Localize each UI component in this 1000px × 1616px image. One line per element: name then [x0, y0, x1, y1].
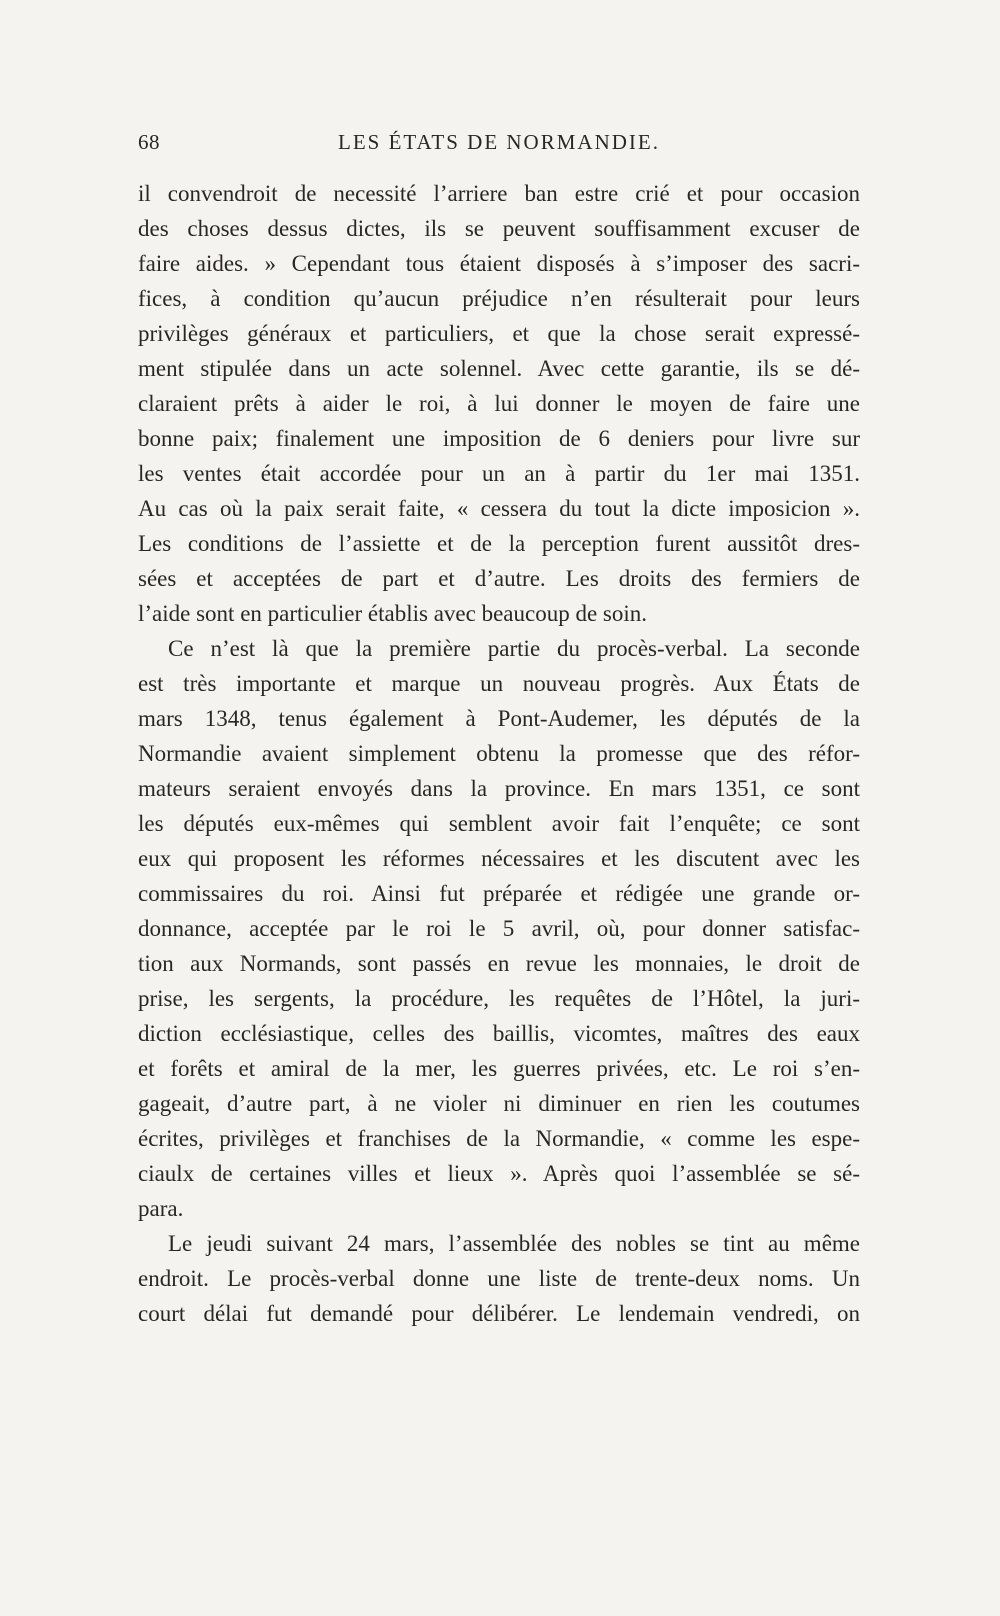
- text-line: Normandie avaient simplement obtenu la promesse que des réfor-: [138, 741, 860, 766]
- text-line: Les conditions de l’assiette et de la perception furent aussitôt dres-: [138, 531, 860, 556]
- text-line: privilèges généraux et particuliers, et que la chose serait expressé-: [138, 321, 860, 346]
- text-line: eux qui proposent les réformes nécessaires et les discutent avec les: [138, 846, 860, 871]
- text-line: des choses dessus dictes, ils se peuvent souffisamment excuser de: [138, 216, 860, 241]
- text-line: commissaires du roi. Ainsi fut préparée et rédigée une grande or-: [138, 881, 860, 906]
- text-line: ment stipulée dans un acte solennel. Avec cette garantie, ils se dé-: [138, 356, 860, 381]
- text-line: tion aux Normands, sont passés en revue les monnaies, le droit de: [138, 951, 860, 976]
- running-title: LES ÉTATS DE NORMANDIE.: [338, 130, 660, 154]
- text-line: bonne paix; finalement une imposition de 6 deniers pour livre sur: [138, 426, 860, 451]
- text-line: diction ecclésiastique, celles des baillis, vicomtes, maîtres des eaux: [138, 1021, 860, 1046]
- text-line: est très importante et marque un nouveau progrès. Aux États de: [138, 671, 860, 696]
- text-line: l’aide sont en particulier établis avec beaucoup de soin.: [138, 601, 647, 626]
- text-line: endroit. Le procès-verbal donne une liste de trente-deux noms. Un: [138, 1266, 860, 1291]
- text-line: Le jeudi suivant 24 mars, l’assemblée des nobles se tint au même: [168, 1231, 860, 1256]
- running-head: [138, 130, 860, 160]
- text-line: sées et acceptées de part et d’autre. Les droits des fermiers de: [138, 566, 860, 591]
- text-line: gageait, d’autre part, à ne violer ni diminuer en rien les coutumes: [138, 1091, 860, 1116]
- text-line: faire aides. » Cependant tous étaient disposés à s’imposer des sacri-: [138, 251, 860, 276]
- text-line: court délai fut demandé pour délibérer. Le lendemain vendredi, on: [138, 1301, 860, 1326]
- text-line: il convendroit de necessité l’arriere ban estre crié et pour occasion: [138, 181, 860, 206]
- text-line: fices, à condition qu’aucun préjudice n’en résulterait pour leurs: [138, 286, 860, 311]
- text-line: les députés eux-mêmes qui semblent avoir fait l’enquête; ce sont: [138, 811, 860, 836]
- page-number: 68: [138, 130, 160, 154]
- body-text: [138, 176, 860, 1331]
- text-line: ciaulx de certaines villes et lieux ». Après quoi l’assemblée se sé-: [138, 1161, 860, 1186]
- text-line: écrites, privilèges et franchises de la Normandie, « comme les espe-: [138, 1126, 860, 1151]
- text-line: mateurs seraient envoyés dans la province. En mars 1351, ce sont: [138, 776, 860, 801]
- text-line: et forêts et amiral de la mer, les guerres privées, etc. Le roi s’en-: [138, 1056, 860, 1081]
- text-line: claraient prêts à aider le roi, à lui donner le moyen de faire une: [138, 391, 860, 416]
- text-line: mars 1348, tenus également à Pont-Audemer, les députés de la: [138, 706, 860, 731]
- text-line: donnance, acceptée par le roi le 5 avril, où, pour donner satisfac-: [138, 916, 860, 941]
- text-line: Ce n’est là que la première partie du procès-verbal. La seconde: [168, 636, 860, 661]
- text-line: Au cas où la paix serait faite, « cessera du tout la dicte imposicion ».: [138, 496, 860, 521]
- text-line: para.: [138, 1196, 184, 1221]
- text-line: prise, les sergents, la procédure, les requêtes de l’Hôtel, la juri-: [138, 986, 860, 1011]
- text-line: les ventes était accordée pour un an à partir du 1er mai 1351.: [138, 461, 860, 486]
